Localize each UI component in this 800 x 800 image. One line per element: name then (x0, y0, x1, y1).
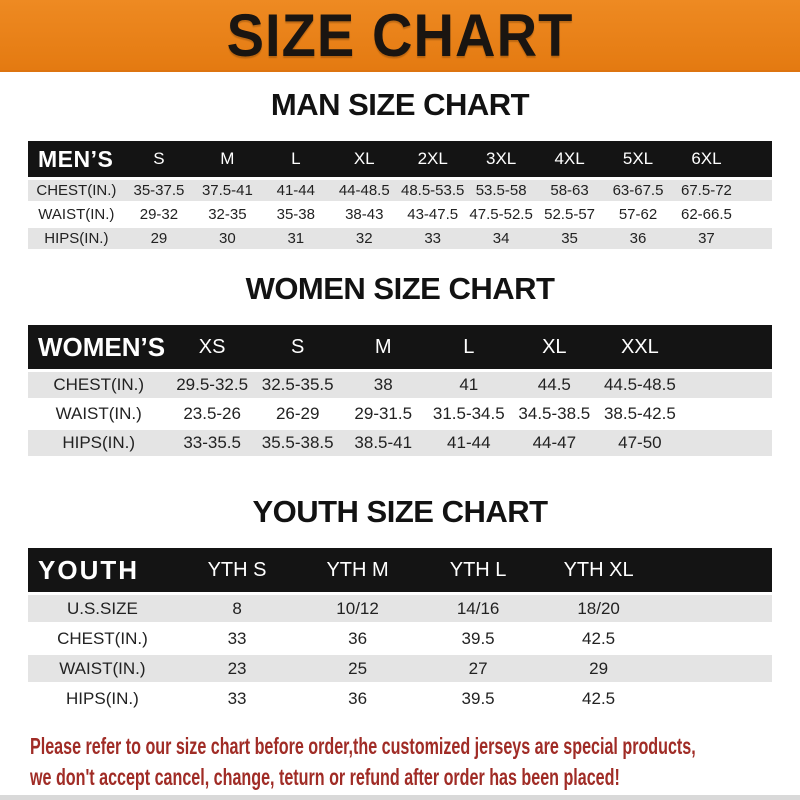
measurement-row-label: HIPS(IN.) (28, 430, 169, 456)
measurement-value: 42.5 (538, 685, 659, 712)
women-size-table (28, 322, 772, 459)
measurement-value: 36 (604, 228, 672, 249)
measurement-value: 63-67.5 (604, 180, 672, 201)
measurement-value: 35.5-38.5 (255, 430, 341, 456)
measurement-value: 35-37.5 (125, 180, 193, 201)
measurement-row (28, 595, 772, 622)
youth-section-heading: YOUTH SIZE CHART (252, 494, 548, 529)
size-column-header: YTH S (177, 548, 298, 592)
measurement-value: 34 (467, 228, 535, 249)
measurement-value: 57-62 (604, 204, 672, 225)
measurement-value: 53.5-58 (467, 180, 535, 201)
table-group-label: WOMEN’S (28, 325, 169, 369)
measurement-row (28, 204, 772, 225)
table-header-row (28, 141, 772, 177)
size-column-header: XXL (597, 325, 683, 369)
size-column-header: YTH M (297, 548, 418, 592)
size-column-header: 4XL (535, 141, 603, 177)
header-filler (741, 141, 772, 177)
measurement-value: 10/12 (297, 595, 418, 622)
order-disclaimer (30, 731, 800, 793)
measurement-row-label: HIPS(IN.) (28, 228, 125, 249)
row-filler (683, 372, 772, 398)
measurement-value: 52.5-57 (535, 204, 603, 225)
size-column-header: S (255, 325, 341, 369)
row-filler (683, 430, 772, 456)
measurement-row (28, 430, 772, 456)
row-filler (659, 625, 772, 652)
measurement-value: 29 (125, 228, 193, 249)
women-section-heading: WOMEN SIZE CHART (245, 271, 555, 306)
measurement-value: 31 (262, 228, 330, 249)
measurement-value: 38.5-41 (340, 430, 426, 456)
measurement-value: 41-44 (426, 430, 512, 456)
measurement-row-label: CHEST(IN.) (28, 625, 177, 652)
measurement-value: 29-32 (125, 204, 193, 225)
measurement-row-label: WAIST(IN.) (28, 204, 125, 225)
row-filler (741, 180, 772, 201)
measurement-value: 23 (177, 655, 298, 682)
measurement-value: 33-35.5 (169, 430, 255, 456)
bottom-edge-strip (0, 795, 800, 800)
disclaimer-line-2: we don't accept cancel, change, teturn or refund after order has been placed! (30, 764, 620, 790)
measurement-value: 30 (193, 228, 261, 249)
measurement-value: 62-66.5 (672, 204, 740, 225)
size-chart-banner (0, 0, 800, 72)
measurement-row (28, 685, 772, 712)
measurement-value: 58-63 (535, 180, 603, 201)
measurement-value: 23.5-26 (169, 401, 255, 427)
size-column-header: 3XL (467, 141, 535, 177)
men-size-table (28, 138, 772, 252)
measurement-value: 27 (418, 655, 539, 682)
size-column-header: YTH XL (538, 548, 659, 592)
measurement-value: 41-44 (262, 180, 330, 201)
size-column-header: 5XL (604, 141, 672, 177)
measurement-value: 38.5-42.5 (597, 401, 683, 427)
row-filler (659, 655, 772, 682)
measurement-row-label: HIPS(IN.) (28, 685, 177, 712)
measurement-value: 29-31.5 (340, 401, 426, 427)
row-filler (659, 685, 772, 712)
measurement-row (28, 625, 772, 652)
measurement-value: 48.5-53.5 (398, 180, 466, 201)
size-column-header: M (193, 141, 261, 177)
measurement-value: 44.5 (512, 372, 598, 398)
size-column-header: 2XL (398, 141, 466, 177)
table-group-label: MEN’S (28, 141, 125, 177)
measurement-value: 31.5-34.5 (426, 401, 512, 427)
size-column-header: XL (512, 325, 598, 369)
measurement-value: 43-47.5 (398, 204, 466, 225)
measurement-value: 35 (535, 228, 603, 249)
measurement-value: 32.5-35.5 (255, 372, 341, 398)
measurement-value: 33 (398, 228, 466, 249)
measurement-value: 44.5-48.5 (597, 372, 683, 398)
measurement-row-label: CHEST(IN.) (28, 372, 169, 398)
row-filler (741, 228, 772, 249)
measurement-value: 67.5-72 (672, 180, 740, 201)
table-header-row (28, 548, 772, 592)
measurement-value: 37 (672, 228, 740, 249)
size-column-header: M (340, 325, 426, 369)
measurement-value: 37.5-41 (193, 180, 261, 201)
measurement-value: 36 (297, 625, 418, 652)
header-filler (659, 548, 772, 592)
measurement-row (28, 655, 772, 682)
measurement-value: 8 (177, 595, 298, 622)
size-column-header: XS (169, 325, 255, 369)
measurement-value: 32-35 (193, 204, 261, 225)
measurement-value: 26-29 (255, 401, 341, 427)
measurement-value: 47-50 (597, 430, 683, 456)
men-section-heading: MAN SIZE CHART (270, 87, 530, 122)
table-group-label: YOUTH (28, 548, 177, 592)
measurement-row (28, 401, 772, 427)
measurement-value: 44-48.5 (330, 180, 398, 201)
measurement-value: 44-47 (512, 430, 598, 456)
measurement-row-label: WAIST(IN.) (28, 655, 177, 682)
measurement-row (28, 372, 772, 398)
measurement-row-label: U.S.SIZE (28, 595, 177, 622)
measurement-row (28, 180, 772, 201)
size-column-header: S (125, 141, 193, 177)
measurement-value: 38 (340, 372, 426, 398)
banner-title: SIZE CHART (226, 0, 574, 70)
size-column-header: YTH L (418, 548, 539, 592)
measurement-value: 34.5-38.5 (512, 401, 598, 427)
size-column-header: XL (330, 141, 398, 177)
measurement-value: 36 (297, 685, 418, 712)
measurement-value: 29.5-32.5 (169, 372, 255, 398)
measurement-value: 25 (297, 655, 418, 682)
measurement-value: 47.5-52.5 (467, 204, 535, 225)
measurement-value: 33 (177, 685, 298, 712)
disclaimer-line-1: Please refer to our size chart before order,the customized jerseys are special products, (30, 733, 696, 759)
measurement-value: 41 (426, 372, 512, 398)
measurement-row-label: WAIST(IN.) (28, 401, 169, 427)
table-header-row (28, 325, 772, 369)
size-column-header: 6XL (672, 141, 740, 177)
measurement-value: 35-38 (262, 204, 330, 225)
measurement-value: 39.5 (418, 625, 539, 652)
size-column-header: L (426, 325, 512, 369)
measurement-row (28, 228, 772, 249)
measurement-value: 18/20 (538, 595, 659, 622)
row-filler (683, 401, 772, 427)
measurement-value: 39.5 (418, 685, 539, 712)
row-filler (659, 595, 772, 622)
measurement-value: 33 (177, 625, 298, 652)
size-column-header: L (262, 141, 330, 177)
youth-size-table (28, 545, 772, 715)
measurement-value: 38-43 (330, 204, 398, 225)
measurement-value: 42.5 (538, 625, 659, 652)
measurement-row-label: CHEST(IN.) (28, 180, 125, 201)
row-filler (741, 204, 772, 225)
header-filler (683, 325, 772, 369)
measurement-value: 29 (538, 655, 659, 682)
measurement-value: 32 (330, 228, 398, 249)
measurement-value: 14/16 (418, 595, 539, 622)
